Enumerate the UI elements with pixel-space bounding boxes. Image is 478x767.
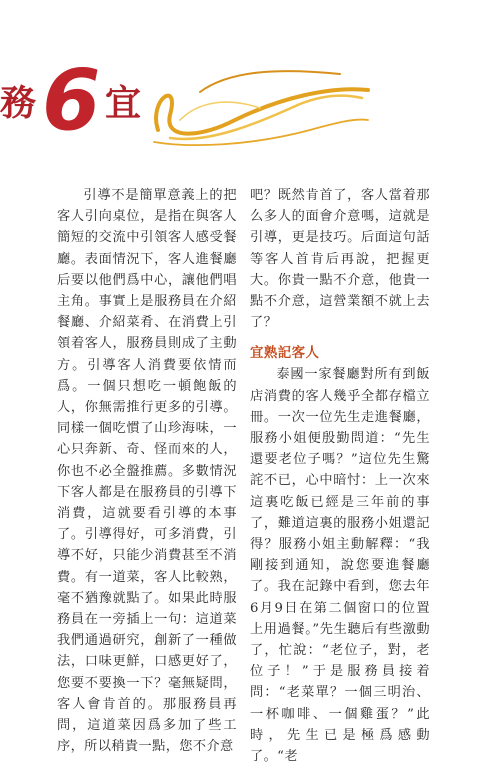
body-paragraph-continued: 吧？既然肯首了，客人當着那么多人的面會介意嗎，這就是引導，更是技巧。后面這句話等客人首肯后再說，把握更大。你貴一點不介意，他貴一點不介意，這營業額不就上去了？ bbox=[250, 188, 430, 331]
ornament-swirl-icon bbox=[140, 60, 370, 150]
left-column bbox=[57, 185, 237, 757]
title-char-a: 務 bbox=[0, 82, 37, 124]
body-paragraph-remember: 泰國一家餐廳對所有到飯店消費的客人幾乎全都存檔立冊。一次一位先生走進餐廳，服務小姐便殷勤問道：“先生還要老位子嗎？”這位先生驚詫不已，心中暗忖：上一次來這裏吃飯已經是三年前的事了，難道這裏的服務小姐還記得？服務小姐主動解釋：“我剛接到通知，說您要進餐廳了。我在記錄中看到，您去年6月9日在第二個窗口的位置上用過餐。”先生聽后有些激動了，忙說：“老位子，對，老位子！”于是服務員接着問：“老菜單？一個三明治、一杯咖啡、一個雞蛋？”此時，先生已是極爲感動了。“老 bbox=[250, 367, 430, 765]
body-paragraph-guide: 引導不是簡單意義上的把客人引向桌位，是指在與客人簡短的交流中引領客人感受餐廳。表面情況下，客人進餐廳后要以他們爲中心，讓他們唱主角。事實上是服務員在介紹餐廳、介紹菜肴、在消費上引領着客人，服務員則成了主動方。引導客人消費要依情而爲。一個只想吃一頓飽飯的人，你無需推行更多的引導。同樣一個吃慣了山珍海味，一心只奔新、奇、怪而來的人，你也不必全盤推薦。多數情況下客人都是在服務員的引導下消費，這就要看引導的本事了。引導得好，可多消費，引導不好，只能少消費甚至不消費。有一道菜，客人比較熟，毫不猶豫就點了。如果此時服務員在一旁插上一句：這道菜我們通過研究，創新了一種做法，口味更鮮，口感更好了，您要不要換一下？毫無疑問，客人會肯首的。那服務員再問，這道菜因爲多加了些工序，所以稍貴一點，您不介意 bbox=[57, 188, 237, 755]
section-subheading: 宜熟記客人 bbox=[250, 345, 320, 362]
title-number: 6 bbox=[42, 51, 101, 149]
article-header bbox=[0, 0, 478, 175]
title-char-b: 宜 bbox=[105, 82, 142, 124]
